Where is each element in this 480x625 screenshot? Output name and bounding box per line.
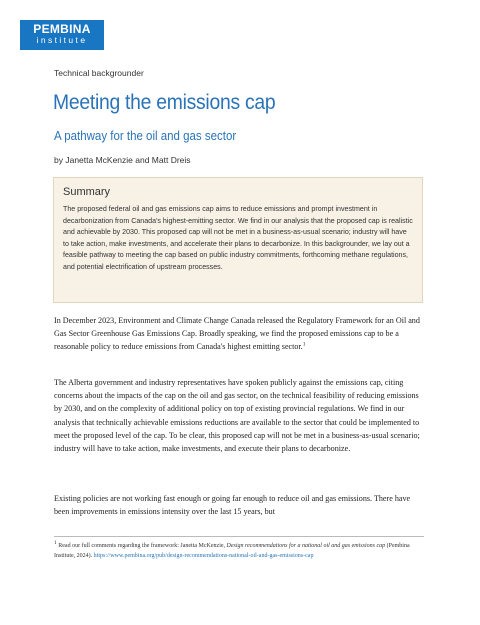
summary-heading: Summary	[63, 186, 111, 198]
byline: by Janetta McKenzie and Matt Dreis	[54, 155, 191, 165]
footnote-lead: Read our full comments regarding the framework: Janetta McKenzie,	[56, 543, 227, 549]
logo-wordmark: PEMBINA	[33, 22, 91, 36]
summary-text: The proposed federal oil and gas emissions cap aims to reduce emissions and prompt investment in decarbonization from Canada's highest-emitting sector. We find in our analysis that the proposed cap is realistic and achievable by 2030. This proposed cap will not be met in a business-as-usual scenario; industry will have to take action, make investments, and accelerate their plans to decarbonize. In this backgrounder, we lay out a feasible pathway to meeting the cap based on public industry commitments, forthcoming methane regulations, and potential electrification of upstream processes.	[63, 205, 413, 271]
footnote-link[interactable]: https://www.pembina.org/pub/design-recommendations-national-oil-and-gas-emissions-cap	[93, 552, 314, 559]
footnote-ref-1[interactable]: 1	[302, 341, 306, 348]
footnote-divider	[54, 536, 424, 537]
document-kicker: Technical backgrounder	[54, 68, 144, 78]
body-paragraph-1	[54, 314, 424, 354]
footnote-title: Design recommendations for a national oil and gas emissions cap	[226, 543, 386, 549]
footnote-tail: (Pembina Institute, 2024).	[54, 543, 410, 559]
body-paragraph-1-text: In December 2023, Environment and Climate Change Canada released the Regulatory Framework for an Oil and Gas Sector Greenhouse Gas Emissions Cap. Broadly speaking, we find the proposed emissions cap to be a reasonable policy to reduce emissions from Canada's highest emitting sector.	[54, 316, 420, 352]
footnote-1	[54, 542, 424, 561]
body-paragraph-3: Existing policies are not working fast enough or going far enough to reduce oil and gas emissions. There have been improvements in emissions intensity over the last 15 years, but	[54, 494, 411, 517]
logo-subtext: institute	[36, 35, 88, 45]
body-paragraph-2: The Alberta government and industry representatives have spoken publicly against the emissions cap, citing concerns about the impacts of the cap on the oil and gas sector, on the technical feasibility of reducing emissions by 2030, and on the complexity of additional policy on top of existing provincial regulations. We find in our analysis that technically achievable emissions reductions are available to the sector that could be implemented to meet the proposed level of the cap. To be clear, this proposed cap will not be met in a business-as-usual scenario; industry will have to take action, make investments, and execute their plans to decarbonize.	[54, 378, 420, 454]
footnote-number: 1	[54, 540, 57, 546]
summary-box	[53, 177, 423, 303]
pembina-logo[interactable]	[20, 20, 104, 50]
page-subtitle: A pathway for the oil and gas sector	[54, 129, 237, 143]
page-title: Meeting the emissions cap	[53, 90, 276, 114]
